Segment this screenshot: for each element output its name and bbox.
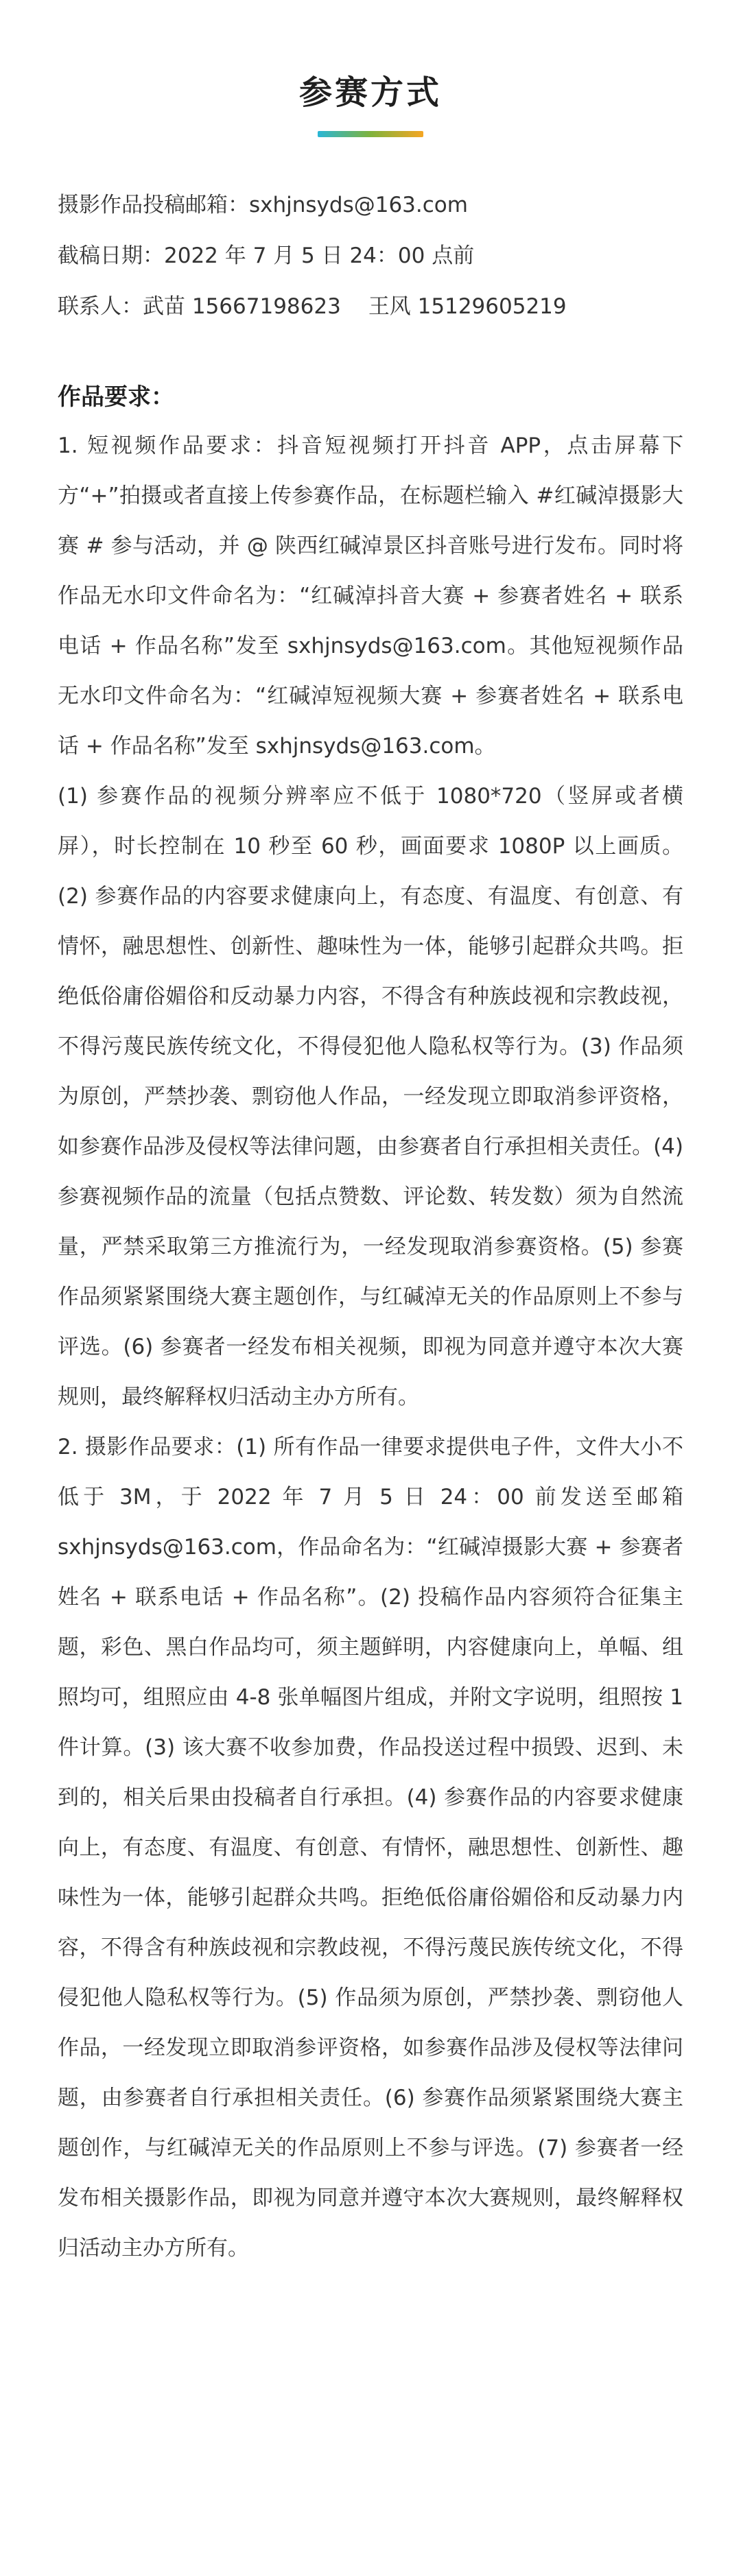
contact-person-2: 王风 15129605219 <box>368 294 567 319</box>
deadline-line: 截稿日期：2022 年 7 月 5 日 24：00 点前 <box>58 243 475 268</box>
video-details-paragraph: (1) 参赛作品的视频分辨率应不低于 1080*720（竖屏或者横屏），时长控制在 10 秒至 60 秒，画面要求 1080P 以上画质。(2) 参赛作品的内容要求健康向上，有态度、有温度、有创意、有情怀，融思想性、创新性、趣味性为一体，能够引起群众共鸣。拒绝低俗庸俗媚俗和反动暴力内容，不得含有种族歧视和宗教歧视，不得污蔑民族传统文化，不得侵犯他人隐私权等行为。(3) 作品须为原创，严禁抄袭、剽窃他人作品，一经发现立即取消参评资格，如参赛作品涉及侵权等法律问题，由参赛者自行承担相关责任。(4) 参赛视频作品的流量（包括点赞数、评论数、转发数）须为自然流量，严禁采取第三方推流行为，一经发现取消参赛资格。(5) 参赛作品须紧紧围绕大赛主题创作，与红碱淖无关的作品原则上不参与评选。(6) 参赛者一经发布相关视频，即视为同意并遵守本次大赛规则，最终解释权归活动主办方所有。 <box>58 784 683 1409</box>
title-underline-bar <box>318 131 423 137</box>
page-title: 参赛方式 <box>298 73 442 112</box>
contacts-label: 联系人： <box>58 294 143 319</box>
video-requirements-paragraph: 1. 短视频作品要求：抖音短视频打开抖音 APP，点击屏幕下方“+”拍摄或者直接上传参赛作品，在标题栏输入 #红碱淖摄影大赛 # 参与活动，并 @ 陕西红碱淖景区抖音账号进行发布。同时将作品无水印文件命名为：“红碱淖抖音大赛 + 参赛者姓名 + 联系电话 + 作品名称”发至 sxhjnsyds@163.com。其他短视频作品无水印文件命名为：“红碱淖短视频大赛 + 参赛者姓名 + 联系电话 + 作品名称”发至 sxhjnsyds@163.com。 <box>58 433 683 759</box>
submission-email-line: 摄影作品投稿邮箱：sxhjnsyds@163.com <box>58 193 468 217</box>
contact-block <box>58 180 683 332</box>
contact-person-1: 武苗 15667198623 <box>143 294 341 319</box>
photo-requirements-paragraph: 2. 摄影作品要求：(1) 所有作品一律要求提供电子件，文件大小不低于 3M，于 2022 年 7 月 5 日 24：00 前发送至邮箱 sxhjnsyds@163.com，作品命名为：“红碱淖摄影大赛 + 参赛者姓名 + 联系电话 + 作品名称”。(2) 投稿作品内容须符合征集主题，彩色、黑白作品均可，须主题鲜明，内容健康向上，单幅、组照均可，组照应由 4-8 张单幅图片组成，并附文字说明，组照按 1 件计算。(3) 该大赛不收参加费，作品投送过程中损毁、迟到、未到的，相关后果由投稿者自行承担。(4) 参赛作品的内容要求健康向上，有态度、有温度、有创意、有情怀，融思想性、创新性、趣味性为一体，能够引起群众共鸣。拒绝低俗庸俗媚俗和反动暴力内容，不得含有种族歧视和宗教歧视，不得污蔑民族传统文化，不得侵犯他人隐私权等行为。(5) 作品须为原创，严禁抄袭、剽窃他人作品，一经发现立即取消参评资格，如参赛作品涉及侵权等法律问题，由参赛者自行承担相关责任。(6) 参赛作品须紧紧围绕大赛主题创作，与红碱淖无关的作品原则上不参与评选。(7) 参赛者一经发布相关摄影作品，即视为同意并遵守本次大赛规则，最终解释权归活动主办方所有。 <box>58 1435 683 2261</box>
requirements-heading: 作品要求： <box>58 383 174 411</box>
contacts-line <box>58 281 683 332</box>
